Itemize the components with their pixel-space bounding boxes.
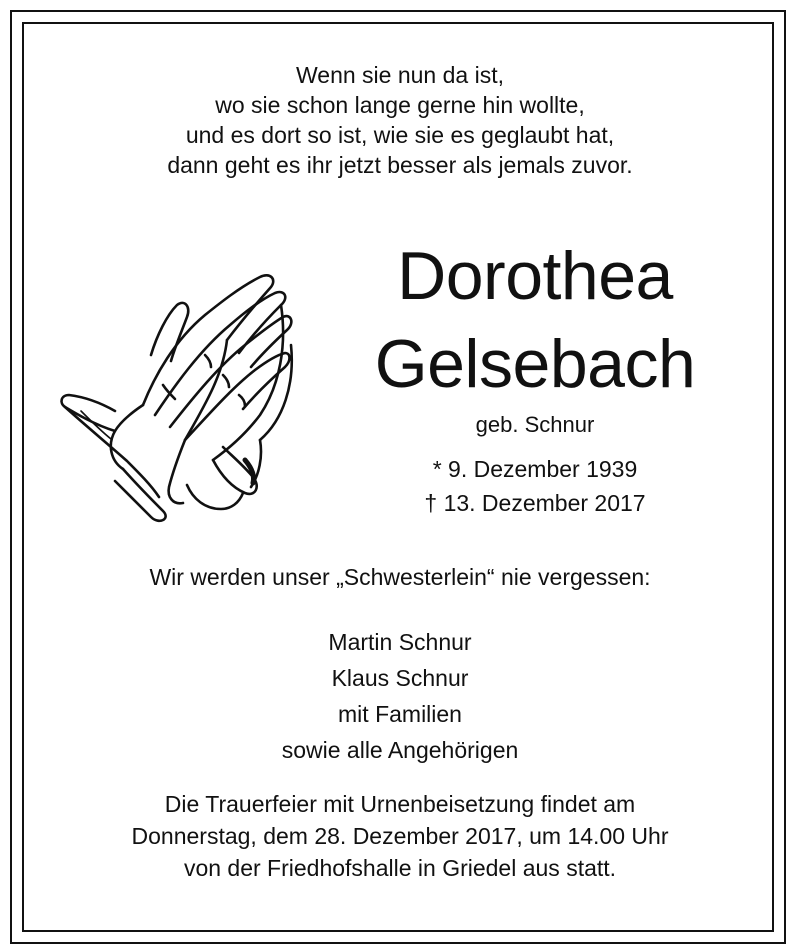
- birth-date: * 9. Dezember 1939: [432, 456, 638, 482]
- mourners-list: [60, 624, 740, 768]
- ceremony-line: Die Trauerfeier mit Urnenbeisetzung findet am: [164, 791, 636, 817]
- mourner: mit Familien: [338, 701, 462, 727]
- praying-hands-icon: [55, 235, 295, 535]
- poem-line: wo sie schon lange gerne hin wollte,: [215, 92, 585, 118]
- last-name: Gelsebach: [374, 326, 696, 402]
- mourner: sowie alle Angehörigen: [281, 737, 519, 763]
- birth-name: geb. Schnur: [475, 412, 595, 437]
- mourner: Martin Schnur: [328, 629, 472, 655]
- poem: [60, 60, 740, 180]
- poem-line: und es dort so ist, wie sie es geglaubt hat,: [185, 122, 615, 148]
- ceremony-line: von der Friedhofshalle in Griedel aus statt.: [183, 855, 617, 881]
- remembrance-line: Wir werden unser „Schwesterlein“ nie vergessen:: [149, 564, 651, 590]
- mourner: Klaus Schnur: [331, 665, 469, 691]
- ceremony-line: Donnerstag, dem 28. Dezember 2017, um 14.00 Uhr: [131, 823, 669, 849]
- poem-line: dann geht es ihr jetzt besser als jemals zuvor.: [167, 152, 633, 178]
- life-dates: [330, 452, 740, 520]
- poem-line: Wenn sie nun da ist,: [296, 62, 504, 88]
- ceremony-info: [50, 788, 750, 884]
- deceased-name: [330, 232, 740, 408]
- first-name: Dorothea: [397, 238, 673, 314]
- death-date: † 13. Dezember 2017: [424, 490, 646, 516]
